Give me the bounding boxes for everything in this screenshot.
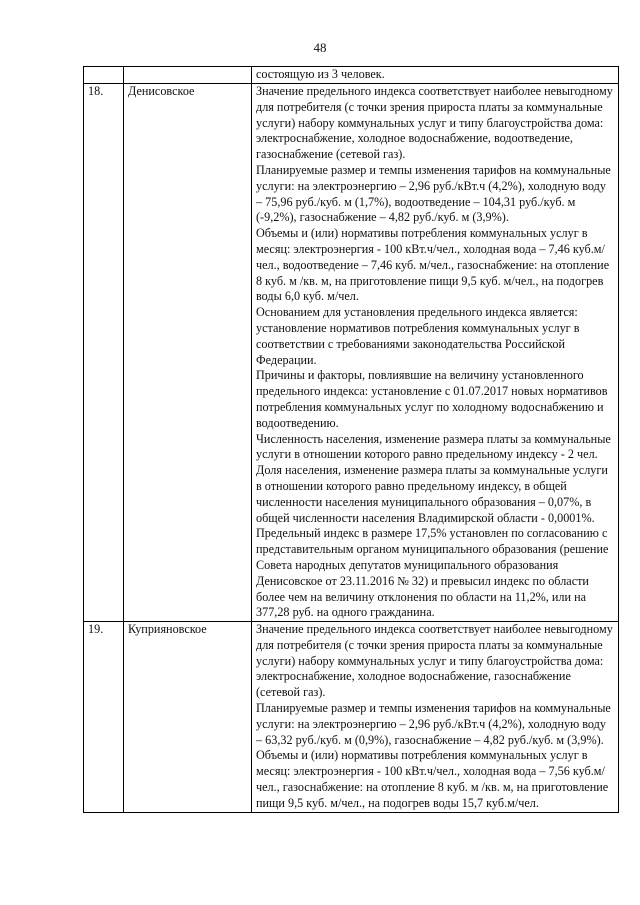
description-cell xyxy=(252,84,619,622)
paragraph: Объемы и (или) нормативы потребления коммунальных услуг в месяц: электроэнергия - 100 кВт.ч/чел., холодная вода – 7,46 куб.м/чел., водоотведение – 7,46 куб. м/чел., газоснабжение: на отопление 8 куб. м /кв. м, на приготовление пищи 9,5 куб. м/чел., на подогрев воды 6,0 куб. м/чел. xyxy=(256,226,610,304)
table-row xyxy=(84,622,619,813)
paragraph: Доля населения, изменение размера платы за коммунальные услуги в отношении которого равно предельному индексу, в общей численности населения муниципального образования – 0,07%, в общей численности населения Владимирской области - 0,0001%. xyxy=(256,463,608,525)
paragraph: Планируемые размер и темпы изменения тарифов на коммунальные услуги: на электроэнергию – 2,96 руб./кВт.ч (4,2%), холодную воду – 75,96 руб./куб. м (1,7%), водоотведение – 104,31 руб./куб. м (-9,2%), газоснабжение – 4,82 руб./куб. м (3,9%). xyxy=(256,162,611,225)
page-number: 48 xyxy=(313,40,327,55)
paragraph: Объемы и (или) нормативы потребления коммунальных услуг в месяц: электроэнергия - 100 кВт.ч/чел., холодная вода – 7,56 куб.м/чел., газоснабжение: на отопление 8 куб. м /кв. м, на приготовление пищи 9,5 куб. м/чел., на подогрев воды 15,7 куб.м/чел. xyxy=(256,748,609,810)
municipality-name-cell: Куприяновское xyxy=(124,622,252,813)
tariff-index-table xyxy=(83,66,619,813)
table-row xyxy=(84,84,619,622)
municipality-name-cell xyxy=(124,67,252,84)
paragraph: Значение предельного индекса соответствует наиболее невыгодному для потребителя (с точки зрения прироста платы за коммунальные услуги) набору коммунальных услуг и типу благоустройства дома: электроснабжение, холодное водоснабжение, водоотведение, газоснабжение (сетевой газ). xyxy=(256,84,613,162)
row-number-cell: 18. xyxy=(84,84,124,622)
paragraph: Причины и факторы, повлиявшие на величину установленного предельного индекса: установление с 01.07.2017 новых нормативов потребления коммунальных услуг по холодному водоснабжению и водоотведению. xyxy=(256,368,608,430)
paragraph: Значение предельного индекса соответствует наиболее невыгодному для потребителя (с точки зрения прироста платы за коммунальные услуги) набору коммунальных услуг и типу благоустройства дома: электроснабжение, холодное водоснабжение, газоснабжение (сетевой газ). xyxy=(256,622,613,700)
paragraph: Основанием для установления предельного индекса является: установление нормативов потребления коммунальных услуг в соответствии с требованиями законодательства Российской Федерации. xyxy=(256,305,580,367)
row-number-cell: 19. xyxy=(84,622,124,813)
paragraph: Предельный индекс в размере 17,5% установлен по согласованию с представительным органом муниципального образования (решение Совета народных депутатов муниципального образования Денисовское от 23.11.2016 № 32) и превысил индекс по области более чем на величину отклонения по области на 11,2%, или на 377,28 руб. на одного гражданина. xyxy=(256,526,609,620)
paragraph: Планируемые размер и темпы изменения тарифов на коммунальные услуги: на электроэнергию – 2,96 руб./кВт.ч (4,2%), холодную воду – 63,32 руб./куб. м (0,9%), газоснабжение – 4,82 руб./куб. м (3,9%). xyxy=(256,701,611,747)
paragraph: Численность населения, изменение размера платы за коммунальные услуги в отношении которого равно предельному индексу - 2 чел. xyxy=(256,431,611,462)
paragraph: состоящую из 3 человек. xyxy=(256,67,385,81)
row-number-cell xyxy=(84,67,124,84)
municipality-name-cell: Денисовское xyxy=(124,84,252,622)
description-cell xyxy=(252,67,619,84)
description-cell xyxy=(252,622,619,813)
table-row xyxy=(84,67,619,84)
